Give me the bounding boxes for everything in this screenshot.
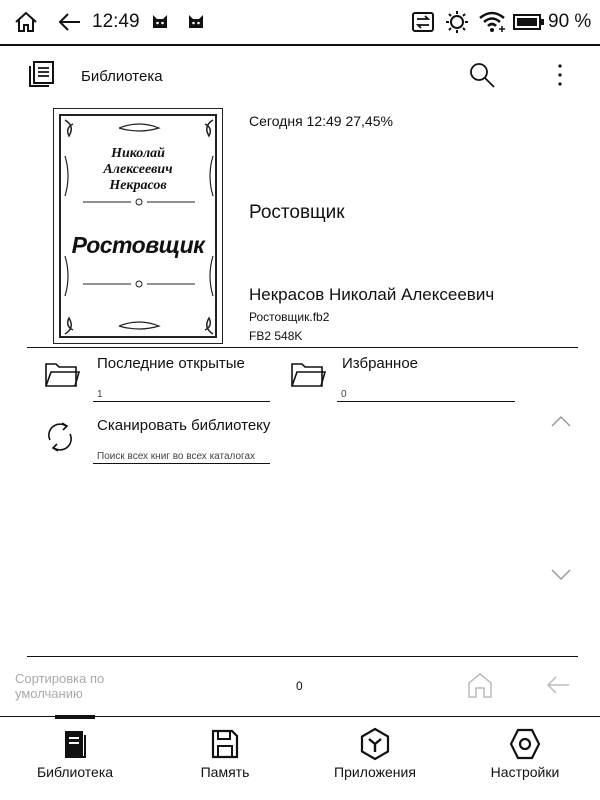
tab-library[interactable] — [0, 717, 150, 800]
tab-label: Настройки — [490, 764, 560, 780]
page-title: Библиотека — [81, 68, 163, 85]
library-icon[interactable] — [28, 60, 56, 93]
divider — [27, 347, 578, 348]
wifi-icon[interactable] — [476, 0, 508, 44]
tab-label: Память — [200, 764, 250, 780]
cat-notification-icon — [184, 0, 208, 44]
favorites-label: Избранное — [342, 355, 419, 372]
cover-author-line: Некрасов — [109, 178, 167, 193]
footer-bar — [0, 657, 600, 715]
tab-label: Библиотека — [36, 764, 114, 780]
refresh-icon — [44, 420, 76, 459]
cover-author-line: Николай — [111, 146, 165, 161]
cover-author-line: Алексеевич — [103, 162, 173, 177]
book-format-size: FB2 548K — [249, 329, 303, 343]
recent-books-count: 1 — [93, 389, 270, 402]
back-arrow-icon[interactable] — [544, 671, 572, 704]
book-icon — [0, 727, 150, 761]
home-icon[interactable] — [466, 671, 494, 704]
back-arrow-icon[interactable] — [52, 0, 88, 44]
bottom-nav — [0, 716, 600, 800]
battery-icon — [512, 0, 546, 44]
scan-library-tile[interactable] — [40, 414, 280, 470]
scroll-down-icon[interactable] — [550, 568, 572, 587]
search-icon[interactable] — [468, 61, 496, 94]
cover-title: Ростовщик — [71, 232, 205, 258]
book-title[interactable]: Ростовщик — [249, 202, 345, 223]
tab-apps[interactable] — [300, 717, 450, 800]
tab-settings[interactable] — [450, 717, 600, 800]
scroll-up-icon[interactable] — [550, 414, 572, 433]
active-tab-indicator — [55, 715, 95, 719]
tab-memory[interactable] — [150, 717, 300, 800]
home-icon[interactable] — [8, 0, 44, 44]
cover-author — [61, 146, 215, 194]
recent-books-label: Последние открытые — [97, 355, 245, 372]
book-cover[interactable] — [53, 108, 223, 344]
apps-icon — [300, 727, 450, 761]
scan-library-hint: Поиск всех книг во всех каталогах — [93, 451, 270, 464]
book-author: Некрасов Николай Алексеевич — [249, 285, 495, 304]
favorites-count: 0 — [337, 389, 515, 402]
recent-books-tile[interactable] — [40, 352, 280, 408]
tab-label: Приложения — [334, 764, 416, 780]
sync-icon[interactable] — [408, 0, 438, 44]
item-count: 0 — [296, 679, 303, 693]
battery-percent: 90 % — [548, 11, 592, 32]
book-filename: Ростовщик.fb2 — [249, 310, 330, 324]
save-icon — [150, 727, 300, 761]
header — [0, 48, 600, 104]
folder-icon — [44, 360, 80, 395]
folder-icon — [290, 360, 326, 395]
current-book[interactable] — [0, 104, 600, 348]
cat-notification-icon — [148, 0, 172, 44]
more-vert-icon[interactable] — [552, 62, 568, 93]
brightness-icon[interactable] — [442, 0, 472, 44]
cover-frame — [59, 114, 217, 338]
sort-button[interactable]: Сортировка по умолчанию — [15, 671, 105, 701]
settings-icon — [450, 727, 600, 761]
scan-library-label: Сканировать библиотеку — [97, 417, 271, 434]
last-read: Сегодня 12:49 27,45% — [249, 113, 393, 129]
status-bar — [0, 0, 600, 46]
status-time: 12:49 — [92, 11, 140, 32]
favorites-tile[interactable] — [286, 352, 526, 408]
